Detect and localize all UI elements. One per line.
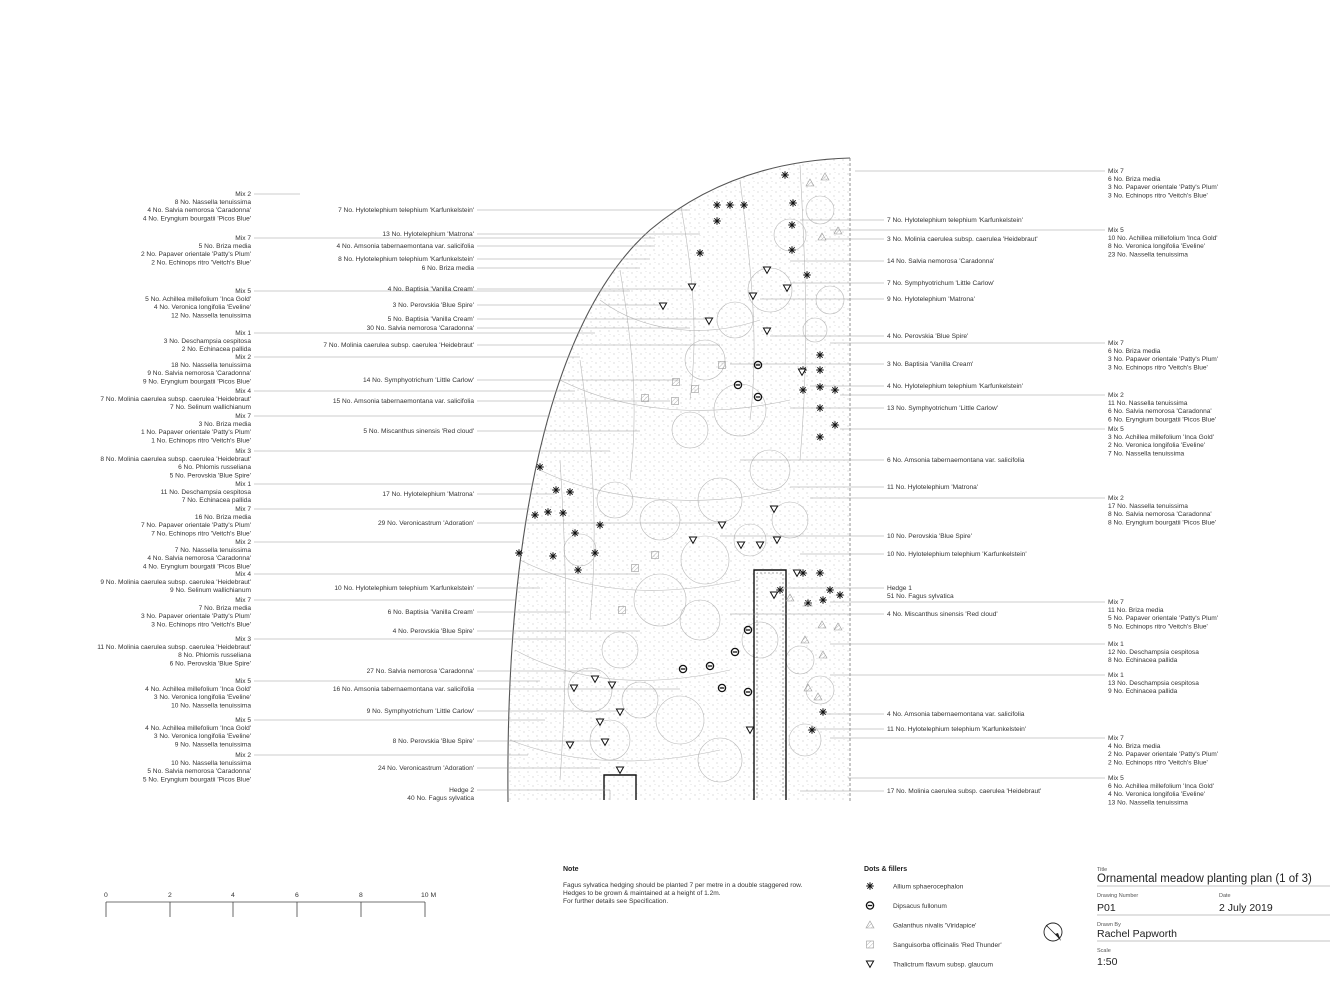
right-plant-label: 4 No. Perovskia 'Blue Spire' [887,333,969,340]
left-mix-label-line: 6 No. Phlomis russeliana [178,464,251,472]
right-mix-label-line: 3 No. Papaver orientale 'Patty's Plum' [1108,356,1219,364]
left-mix-label-line: 9 No. Eryngium bourgatii 'Picos Blue' [142,378,251,386]
right-mix-label-line: Mix 7 [1108,340,1124,347]
left-mix-label-line: 7 No. Nassella tenuissima [174,547,251,555]
right-mix-label-line: 2 No. Veronica longifolia 'Eveline' [1108,442,1206,450]
right-mix-label-line: 5 No. Papaver orientale 'Patty's Plum' [1108,615,1219,623]
drawing-date: 2 July 2019 [1219,902,1273,914]
right-plant-label: 10 No. Hylotelephium telephium 'Karfunkelstein' [887,551,1027,558]
allium-symbol-icon [831,386,839,394]
allium-symbol-icon [788,221,796,229]
allium-symbol-icon [788,246,796,254]
allium-symbol-icon [831,421,839,429]
planting-bed [508,158,850,802]
right-mix-label-line: 6 No. Briza media [1108,348,1161,356]
left-mix-label-line: 7 No. Selinum wallichianum [170,404,251,412]
allium-symbol-icon [803,271,811,279]
left-mix-label-line: Mix 7 [235,235,251,242]
allium-symbol-icon [696,249,704,257]
right-mix-label-line: 6 No. Eryngium bourgatii 'Picos Blue' [1108,416,1217,424]
mid-plant-label: 7 No. Hylotelephium telephium 'Karfunkelstein' [338,207,474,214]
legend-item-label: Galanthus nivalis 'Viridapice' [893,922,977,930]
title-block [1097,867,1330,968]
mid-plant-label: 30 No. Salvia nemorosa 'Caradonna' [366,325,474,332]
right-mix-label-line: 8 No. Echinacea pallida [1108,657,1178,665]
left-mix-label-line: 1 No. Echinops ritro 'Veitch's Blue' [151,437,251,445]
right-mix-label-line: 6 No. Salvia nemorosa 'Caradonna' [1108,408,1212,416]
allium-symbol-icon [596,521,604,529]
mid-plant-label: 6 No. Briza media [421,265,474,272]
allium-symbol-icon [816,404,824,412]
allium-symbol-icon [552,486,560,494]
left-mix-label-line: 8 No. Molinia caerulea subsp. caerulea 'Heidebraut' [100,456,251,464]
right-mix-label-line: Mix 7 [1108,168,1124,175]
left-mix-label-line: 2 No. Papaver orientale 'Patty's Plum' [140,251,251,259]
right-mix-label-line: Mix 7 [1108,735,1124,742]
right-mix-label-line: 2 No. Papaver orientale 'Patty's Plum' [1108,751,1219,759]
right-plant-label: 14 No. Salvia nemorosa 'Caradonna' [887,258,995,265]
scale-label: Scale [1097,948,1111,954]
allium-symbol-icon [740,201,748,209]
left-mix-label-line: 7 No. Papaver orientale 'Patty's Plum' [140,522,251,530]
mid-plant-label: 7 No. Molinia caerulea subsp. caerulea 'Heidebraut' [323,342,474,349]
right-plant-label: 3 No. Molinia caerulea subsp. caerulea 'Heidebraut' [887,236,1038,243]
legend-minus-circle-icon [866,902,873,909]
right-mix-label-line: Mix 5 [1108,227,1124,234]
note-block [563,866,803,905]
left-mix-label-line: 11 No. Deschampsia cespitosa [160,489,251,497]
legend-asterisk-icon [866,882,874,890]
right-mix-label-line: 3 No. Achillea millefolium 'Inca Gold' [1108,434,1214,442]
right-plant-label: 3 No. Baptisia 'Vanilla Cream' [887,361,974,368]
left-mix-label-line: 11 No. Molinia caerulea subsp. caerulea 'Heidebraut' [97,644,251,652]
left-mix-label-line: 5 No. Perovskia 'Blue Spire' [169,472,251,480]
left-mix-label-line: 3 No. Deschampsia cespitosa [163,338,251,346]
left-mix-label-line: 16 No. Briza media [194,514,251,522]
allium-symbol-icon [531,511,539,519]
allium-symbol-icon [574,566,582,574]
mid-plant-label: 5 No. Miscanthus sinensis 'Red cloud' [363,428,474,435]
sanguisorba-symbol-icon [632,565,639,572]
sanguisorba-symbol-icon [642,395,649,402]
left-mix-label-line: 9 No. Nassella tenuissima [174,741,251,749]
note-line-3: For further details see Specification. [563,898,669,905]
allium-symbol-icon [816,433,824,441]
right-plant-label: 6 No. Amsonia tabernaemontana var. salicifolia [887,457,1025,464]
sanguisorba-symbol-icon [619,607,626,614]
left-mix-label-line: Mix 7 [235,597,251,604]
right-mix-label-line: 11 No. Briza media [1108,607,1164,615]
right-mix-label-line: 11 No. Nassella tenuissima [1108,400,1188,408]
note-heading: Note [563,866,579,873]
left-mix-label-line: Mix 5 [235,678,251,685]
mid-plant-label: 4 No. Amsonia tabernaemontana var. salicifolia [336,243,474,250]
mid-plant-label: 3 No. Perovskia 'Blue Spire' [392,302,474,309]
right-mix-label-line: 8 No. Eryngium bourgatii 'Picos Blue' [1108,519,1217,527]
right-plant-label: 11 No. Hylotelephium 'Matrona' [887,484,979,491]
left-mix-label-line: 1 No. Papaver orientale 'Patty's Plum' [140,429,251,437]
allium-symbol-icon [544,508,552,516]
mid-plant-label: 29 No. Veronicastrum 'Adoration' [378,520,474,527]
left-mix-label-line: 3 No. Briza media [198,421,251,429]
right-mix-label-line: 4 No. Veronica longifolia 'Eveline' [1108,791,1206,799]
left-mix-label-line: 4 No. Salvia nemorosa 'Caradonna' [147,555,251,563]
right-mix-label-line: 6 No. Briza media [1108,176,1161,184]
right-mix-label-line: 5 No. Echinops ritro 'Veitch's Blue' [1108,623,1208,631]
right-plant-label: 7 No. Symphyotrichum 'Little Carlow' [887,280,995,287]
allium-symbol-icon [799,386,807,394]
drawing-number-label: Drawing Number [1097,893,1139,899]
legend-item-label: Sanguisorba officinalis 'Red Thunder' [893,942,1002,949]
mid-plant-label: 15 No. Amsonia tabernaemontana var. salicifolia [332,398,474,405]
sanguisorba-symbol-icon [672,398,679,405]
drawn-by: Rachel Papworth [1097,928,1177,940]
allium-symbol-icon [816,366,824,374]
left-mix-label-line: 6 No. Perovskia 'Blue Spire' [169,660,251,668]
left-mix-label-line: Mix 4 [235,571,251,578]
left-mix-label-line: 3 No. Echinops ritro 'Veitch's Blue' [151,621,251,629]
mid-plant-label: 10 No. Hylotelephium telephium 'Karfunkelstein' [334,585,474,592]
left-mix-label-line: Mix 7 [235,413,251,420]
right-mix-label-line: 8 No. Veronica longifolia 'Eveline' [1108,243,1206,251]
legend-hatched-square-icon [867,941,874,948]
right-mix-label-line: 3 No. Echinops ritro 'Veitch's Blue' [1108,364,1208,372]
right-mix-label-line: Mix 5 [1108,426,1124,433]
left-mix-label-line: Mix 1 [235,330,251,337]
allium-symbol-icon [816,351,824,359]
left-mix-label-line: 7 No. Echinacea pallida [181,497,251,505]
right-mix-label-line: 13 No. Deschampsia cespitosa [1108,680,1199,688]
allium-symbol-icon [781,171,789,179]
left-mix-label-line: 9 No. Molinia caerulea subsp. caerulea 'Heidebraut' [100,579,251,587]
allium-symbol-icon [816,383,824,391]
drawn-by-label: Drawn By [1097,922,1121,928]
legend-hatched-triangle-icon [866,921,874,928]
legend-heading: Dots & fillers [864,866,908,873]
right-plant-label: 10 No. Perovskia 'Blue Spire' [887,533,972,540]
left-mix-label-line: 4 No. Achillea millefolium 'Inca Gold' [145,725,251,733]
legend-item-label: Dipsacus fullonum [893,903,947,910]
sanguisorba-symbol-icon [673,379,680,386]
mid-plant-label: 17 No. Hylotelephium 'Matrona' [382,491,474,498]
left-mix-label-line: Mix 2 [235,354,251,361]
scale-tick-8: 8 [359,892,363,899]
left-mix-label-line: 18 No. Nassella tenuissima [171,362,251,370]
allium-symbol-icon [836,591,844,599]
allium-symbol-icon [536,463,544,471]
right-mix-label-line: Mix 7 [1108,599,1124,606]
left-mix-label-line: 4 No. Salvia nemorosa 'Caradonna' [147,207,251,215]
left-mix-label-line: 2 No. Echinacea pallida [181,346,251,354]
mid-plant-label: 27 No. Salvia nemorosa 'Caradonna' [366,668,474,675]
left-mix-label-line: Mix 2 [235,752,251,759]
left-mix-label-line: 10 No. Nassella tenuissima [171,760,251,768]
mid-plant-label: 9 No. Symphyotrichum 'Little Carlow' [366,708,474,715]
title-label: Title [1097,867,1108,873]
allium-symbol-icon [826,586,834,594]
drawing-number: P01 [1097,902,1116,914]
legend-item-label: Thalictrum flavum subsp. glaucum [893,961,994,969]
sanguisorba-symbol-icon [719,362,726,369]
scale-tick-2: 2 [168,892,172,899]
allium-symbol-icon [808,726,816,734]
right-plant-label: 9 No. Hylotelephium 'Matrona' [887,296,975,303]
left-mix-label-line: 3 No. Papaver orientale 'Patty's Plum' [140,613,251,621]
mid-plant-label: 13 No. Hylotelephium 'Matrona' [382,231,474,238]
left-mix-label-line: 7 No. Echinops ritro 'Veitch's Blue' [151,530,251,538]
left-mix-label-line: Mix 4 [235,388,251,395]
right-mix-label-line: 2 No. Echinops ritro 'Veitch's Blue' [1108,759,1208,767]
right-mix-label-line: Mix 5 [1108,775,1124,782]
allium-symbol-icon [713,201,721,209]
note-line-2: Hedges to be grown & maintained at a height of 1.2m. [563,890,721,897]
scale-tick-6: 6 [295,892,299,899]
mid-plant-label: 24 No. Veronicastrum 'Adoration' [378,765,474,772]
right-mix-label-line: Mix 1 [1108,641,1124,648]
mid-plant-label: 5 No. Baptisia 'Vanilla Cream' [387,316,474,323]
mid-plant-label: 4 No. Baptisia 'Vanilla Cream' [387,286,474,293]
right-mix-label-line: 4 No. Briza media [1108,743,1161,751]
left-mix-label-line: 5 No. Briza media [198,243,251,251]
scale-tick-10: 10 M [421,892,437,899]
right-plant-label: 4 No. Hylotelephium telephium 'Karfunkelstein' [887,383,1023,390]
left-mix-label-line: 9 No. Salvia nemorosa 'Caradonna' [147,370,251,378]
left-mix-label-line: Mix 2 [235,539,251,546]
right-mix-label-line: 8 No. Salvia nemorosa 'Caradonna' [1108,511,1212,519]
date-label: Date [1219,893,1231,899]
allium-symbol-icon [726,201,734,209]
scale-tick-0: 0 [104,892,108,899]
right-plant-label: 7 No. Hylotelephium telephium 'Karfunkelstein' [887,217,1023,224]
north-arrow-icon [1044,923,1062,941]
left-mix-label-line: 4 No. Veronica longifolia 'Eveline' [153,304,251,312]
left-mix-label-line: 5 No. Salvia nemorosa 'Caradonna' [147,768,251,776]
mid-plant-label: 14 No. Symphyotrichum 'Little Carlow' [363,377,474,384]
sanguisorba-symbol-icon [692,386,699,393]
right-plant-label: 4 No. Miscanthus sinensis 'Red cloud' [887,611,998,618]
scale-bar [104,892,436,917]
mid-plant-label: 8 No. Hylotelephium telephium 'Karfunkelstein' [338,256,474,263]
allium-symbol-icon [515,549,523,557]
right-mix-label-line: 3 No. Echinops ritro 'Veitch's Blue' [1108,192,1208,200]
allium-symbol-icon [559,509,567,517]
right-plant-label: 13 No. Symphyotrichum 'Little Carlow' [887,405,998,412]
left-mix-label-line: 4 No. Eryngium bourgatii 'Picos Blue' [142,215,251,223]
allium-symbol-icon [713,217,721,225]
right-mix-label-line: Mix 2 [1108,495,1124,502]
right-mix-label-line: Mix 2 [1108,392,1124,399]
right-mix-label-line: Mix 1 [1108,672,1124,679]
left-mix-label-line: Mix 1 [235,481,251,488]
left-mix-label-line: 10 No. Nassella tenuissima [171,702,251,710]
allium-symbol-icon [549,552,557,560]
scale-tick-4: 4 [231,892,235,899]
right-mix-label-line: 9 No. Echinacea pallida [1108,688,1178,696]
legend [864,866,1002,969]
legend-item-label: Allium sphaerocephalon [893,883,964,891]
left-mix-label-line: 5 No. Achillea millefolium 'Inca Gold' [145,296,251,304]
right-plant-label: 17 No. Molinia caerulea subsp. caerulea 'Heidebraut' [887,788,1042,795]
hedge-1-label-line: 51 No. Fagus sylvatica [887,593,954,601]
mid-plant-label: 8 No. Perovskia 'Blue Spire' [392,738,474,745]
allium-symbol-icon [816,569,824,577]
left-mix-label-line: Mix 2 [235,191,251,198]
right-mix-label-line: 10 No. Achillea millefolium 'Inca Gold' [1108,235,1218,243]
allium-symbol-icon [819,708,827,716]
left-mix-label-line: 8 No. Nassella tenuissima [174,199,251,207]
right-mix-label-line: 3 No. Papaver orientale 'Patty's Plum' [1108,184,1219,192]
mid-plant-label: 4 No. Perovskia 'Blue Spire' [392,628,474,635]
hedge-2-label-line: Hedge 2 [449,787,474,794]
allium-symbol-icon [566,488,574,496]
right-mix-label-line: 17 No. Nassella tenuissima [1108,503,1188,511]
allium-symbol-icon [819,596,827,604]
left-mix-label-line: Mix 5 [235,717,251,724]
right-plant-label: 4 No. Amsonia tabernaemontana var. salicifolia [887,711,1025,718]
left-mix-label-line: 3 No. Veronica longifolia 'Eveline' [153,694,251,702]
left-mix-label-line: 3 No. Veronica longifolia 'Eveline' [153,733,251,741]
left-mix-label-line: 5 No. Eryngium bourgatii 'Picos Blue' [142,776,251,784]
right-mix-label-line: 7 No. Nassella tenuissima [1108,450,1185,458]
legend-triangle-down-icon [866,961,873,967]
right-mix-label-line: 23 No. Nassella tenuissima [1108,251,1188,259]
left-mix-label-line: 7 No. Molinia caerulea subsp. caerulea 'Heidebraut' [100,396,251,404]
right-mix-label-line: 6 No. Achillea millefolium 'Inca Gold' [1108,783,1214,791]
left-mix-label-line: Mix 5 [235,288,251,295]
allium-symbol-icon [571,529,579,537]
right-mix-label-line: 13 No. Nassella tenuissima [1108,799,1188,807]
left-mix-label-line: 8 No. Phlomis russeliana [178,652,251,660]
mid-plant-label: 6 No. Baptisia 'Vanilla Cream' [387,609,474,616]
left-mix-label-line: 9 No. Selinum wallichianum [170,587,251,595]
allium-symbol-icon [591,549,599,557]
note-line-1: Fagus sylvatica hedging should be planted 7 per metre in a double staggered row. [563,882,803,889]
left-mix-label-line: Mix 3 [235,448,251,455]
left-mix-label-line: 2 No. Echinops ritro 'Veitch's Blue' [151,259,251,267]
mid-plant-label: 16 No. Amsonia tabernaemontana var. salicifolia [332,686,474,693]
left-mix-label-line: 12 No. Nassella tenuissima [171,312,251,320]
right-mix-label-line: 12 No. Deschampsia cespitosa [1108,649,1199,657]
drawing-scale: 1:50 [1097,956,1118,968]
left-mix-label-line: 4 No. Eryngium bourgatii 'Picos Blue' [142,563,251,571]
hedge-2-label-line: 40 No. Fagus sylvatica [407,795,474,803]
left-mix-label-line: 4 No. Achillea millefolium 'Inca Gold' [145,686,251,694]
right-plant-label: 11 No. Hylotelephium telephium 'Karfunkelstein' [887,726,1027,733]
drawing-title: Ornamental meadow planting plan (1 of 3) [1097,873,1312,885]
left-mix-label-line: 7 No. Briza media [198,605,251,613]
allium-symbol-icon [789,199,797,207]
left-mix-label-line: Mix 3 [235,636,251,643]
sanguisorba-symbol-icon [652,552,659,559]
hedge-1-label-line: Hedge 1 [887,585,912,592]
left-mix-label-line: Mix 7 [235,506,251,513]
